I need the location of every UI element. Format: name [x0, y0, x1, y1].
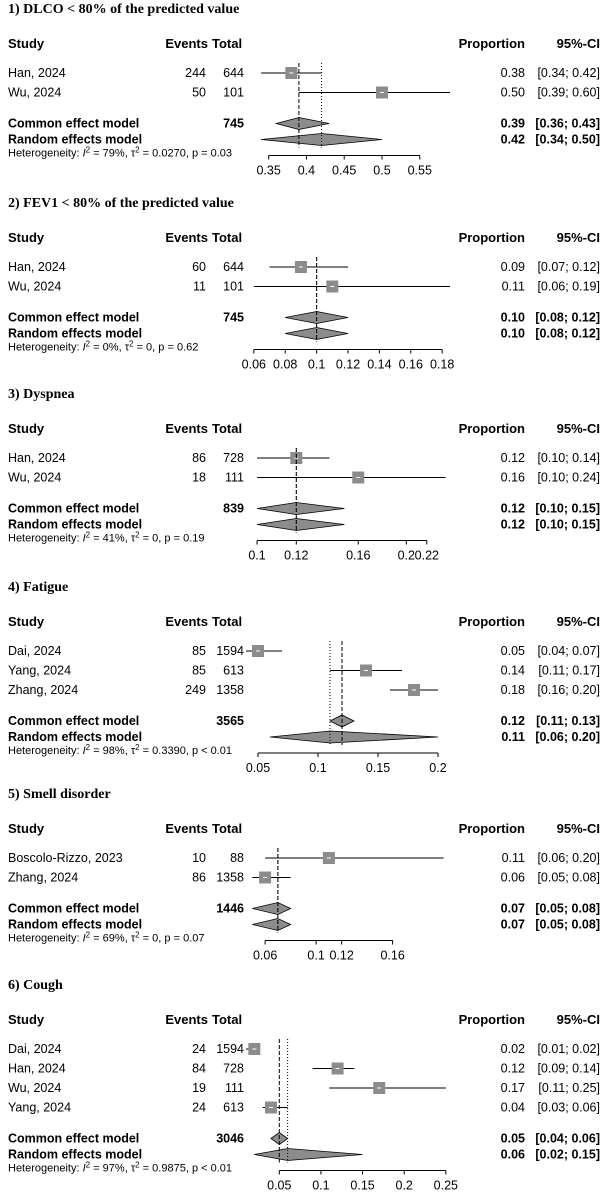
common-model-label: Common effect model — [8, 714, 140, 728]
study-total: 644 — [223, 260, 244, 274]
heterogeneity-prefix: Heterogeneity: — [8, 147, 83, 160]
study-name: Wu, 2024 — [8, 85, 62, 100]
x-tick-label: 0.1 — [307, 948, 325, 963]
study-name: Han, 2024 — [8, 451, 66, 465]
random-model-label: Random effects model — [8, 326, 143, 341]
common-effect-diamond — [257, 503, 344, 515]
study-name: Yang, 2024 — [8, 663, 72, 678]
heterogeneity-text — [8, 339, 198, 354]
study-name: Wu, 2024 — [8, 279, 62, 294]
study-proportion: 0.05 — [500, 644, 525, 658]
header-ci: 95%-CI — [556, 614, 600, 629]
study-proportion: 0.50 — [500, 85, 525, 100]
study-events: 10 — [192, 851, 206, 865]
study-name: Boscolo-Rizzo, 2023 — [8, 851, 123, 865]
common-model-total: 745 — [223, 310, 244, 325]
study-ci: [0.10; 0.24] — [537, 470, 600, 485]
header-proportion: Proportion — [458, 230, 525, 245]
tau-symbol: , τ — [118, 341, 130, 354]
x-tick-label: 0.45 — [332, 163, 357, 178]
header-total: Total — [212, 230, 243, 245]
x-tick-label: 0.18 — [429, 357, 455, 372]
study-name: Zhang, 2024 — [8, 870, 79, 885]
random-model-ci: [0.08; 0.12] — [535, 326, 600, 341]
comma: , — [158, 932, 165, 945]
common-model-ci: [0.04; 0.06] — [535, 1131, 600, 1146]
study-ci: [0.11; 0.25] — [538, 1081, 600, 1095]
study-events: 11 — [193, 279, 206, 294]
common-model-label: Common effect model — [8, 310, 140, 325]
common-model-label: Common effect model — [8, 501, 140, 516]
equals: = — [90, 532, 103, 545]
i2-value: 79% — [102, 147, 125, 160]
header-total: Total — [212, 1012, 243, 1027]
i2-value: 41% — [102, 532, 125, 545]
i2-symbol: I — [82, 932, 86, 945]
study-name: Han, 2024 — [8, 260, 66, 274]
study-events: 60 — [192, 260, 206, 274]
i2-symbol: I — [82, 147, 86, 160]
x-tick-label: 0.06 — [241, 357, 267, 372]
study-proportion: 0.14 — [500, 663, 525, 678]
header-events: Events — [165, 421, 208, 436]
study-proportion: 0.02 — [500, 1042, 525, 1056]
random-model-label: Random effects model — [8, 917, 143, 932]
study-total: 613 — [223, 663, 244, 678]
i2-value: 97% — [102, 1162, 125, 1175]
study-events: 86 — [192, 870, 206, 885]
random-model-label: Random effects model — [8, 730, 143, 744]
study-total: 101 — [223, 85, 244, 100]
study-ci: [0.01; 0.02] — [537, 1042, 600, 1056]
x-tick-label: 0.14 — [367, 357, 392, 372]
header-total: Total — [212, 614, 243, 629]
study-ci: [0.34; 0.42] — [537, 66, 600, 80]
i2-superscript: 2 — [85, 339, 91, 348]
x-tick-label: 0.12 — [284, 548, 309, 563]
heterogeneity-prefix: Heterogeneity: — [8, 532, 83, 545]
equals: = — [139, 1162, 153, 1175]
header-study: Study — [8, 1012, 45, 1027]
study-total: 111 — [224, 470, 244, 485]
study-name: Wu, 2024 — [8, 470, 62, 485]
i2-symbol: I — [82, 341, 86, 354]
study-ci: [0.10; 0.14] — [537, 451, 600, 465]
header-proportion: Proportion — [458, 821, 525, 836]
i2-symbol: I — [82, 745, 86, 757]
heterogeneity-prefix: Heterogeneity: — [8, 341, 83, 354]
i2-superscript: 2 — [85, 930, 91, 939]
panel-title: 2) FEV1 < 80% of the predicted value — [8, 196, 234, 211]
common-effect-diamond — [252, 903, 290, 915]
equals: = — [133, 341, 147, 354]
study-ci: [0.06; 0.19] — [537, 279, 600, 294]
study-total: 1594 — [216, 644, 244, 658]
header-total: Total — [212, 821, 243, 836]
x-tick-label: 0.15 — [350, 1178, 375, 1193]
heterogeneity-text — [8, 743, 232, 758]
x-tick-label: 0.16 — [380, 948, 405, 963]
common-model-proportion: 0.39 — [500, 116, 525, 131]
study-events: 18 — [192, 470, 206, 485]
panel-title: 5) Smell disorder — [8, 787, 111, 802]
study-total: 1358 — [216, 683, 244, 697]
random-model-ci: [0.34; 0.50] — [535, 132, 600, 147]
panel-title: 3) Dyspnea — [8, 387, 75, 402]
x-tick-label: 0.16 — [398, 357, 423, 372]
i2-superscript: 2 — [85, 145, 91, 154]
header-proportion: Proportion — [458, 421, 525, 436]
panel-title: 4) Fatigue — [8, 580, 69, 595]
study-total: 728 — [223, 451, 244, 465]
x-tick-label: 0.15 — [365, 761, 391, 775]
x-tick-label: 0.12 — [335, 357, 361, 372]
x-tick-label: 0.12 — [329, 948, 354, 963]
study-events: 244 — [185, 66, 206, 80]
header-events: Events — [165, 1012, 208, 1027]
study-total: 1358 — [216, 870, 244, 885]
x-tick-label: 0.35 — [256, 163, 281, 178]
header-ci: 95%-CI — [556, 421, 600, 436]
heterogeneity-prefix: Heterogeneity: — [8, 932, 83, 945]
x-tick-label: 0.22 — [414, 548, 439, 563]
x-tick-label: 0.1 — [309, 761, 327, 775]
random-model-ci: [0.05; 0.08] — [535, 917, 600, 932]
study-ci: [0.16; 0.20] — [537, 683, 600, 697]
tau2-value: 0.9875 — [152, 1162, 186, 1175]
study-events: 24 — [192, 1100, 206, 1115]
header-events: Events — [165, 821, 208, 836]
x-tick-label: 0.1 — [248, 548, 266, 563]
i2-superscript: 2 — [85, 1160, 91, 1169]
random-effect-diamond — [257, 519, 344, 531]
p-value: p = 0.62 — [158, 341, 199, 354]
study-total: 728 — [223, 1061, 244, 1076]
common-model-total: 839 — [223, 501, 244, 516]
study-total: 101 — [223, 279, 244, 294]
random-effect-diamond — [270, 731, 438, 743]
equals: = — [90, 1162, 103, 1175]
header-study: Study — [8, 821, 45, 836]
common-model-proportion: 0.12 — [500, 714, 525, 728]
x-tick-label: 0.2 — [429, 761, 447, 775]
header-study: Study — [8, 36, 45, 51]
common-model-proportion: 0.07 — [500, 901, 525, 916]
study-proportion: 0.12 — [500, 451, 525, 465]
study-ci: [0.04; 0.07] — [537, 644, 600, 658]
header-proportion: Proportion — [458, 614, 525, 629]
i2-value: 0% — [102, 341, 119, 354]
tau-symbol: , τ — [124, 147, 136, 160]
equals: = — [139, 147, 153, 160]
tau-symbol: , τ — [124, 745, 136, 757]
study-proportion: 0.12 — [500, 1061, 525, 1076]
common-model-proportion: 0.10 — [500, 310, 525, 325]
tau2-value: 0.3390 — [152, 745, 186, 757]
study-ci: [0.09; 0.14] — [537, 1061, 600, 1076]
study-name: Dai, 2024 — [8, 644, 62, 658]
random-model-proportion: 0.10 — [500, 326, 525, 341]
common-model-proportion: 0.12 — [500, 501, 525, 516]
equals: = — [139, 745, 153, 757]
i2-symbol: I — [82, 532, 86, 545]
common-model-proportion: 0.05 — [500, 1131, 525, 1146]
header-total: Total — [212, 36, 243, 51]
x-tick-label: 0.55 — [407, 163, 432, 178]
study-proportion: 0.04 — [500, 1100, 525, 1115]
header-study: Study — [8, 230, 45, 245]
panel-title: 1) DLCO < 80% of the predicted value — [8, 2, 240, 17]
study-total: 644 — [223, 66, 244, 80]
x-tick-label: 0.08 — [273, 357, 298, 372]
study-proportion: 0.16 — [500, 470, 525, 485]
x-tick-label: 0.16 — [346, 548, 371, 563]
p-value: p = 0.19 — [164, 532, 205, 545]
header-proportion: Proportion — [458, 1012, 525, 1027]
study-events: 249 — [185, 683, 206, 697]
equals: = — [139, 532, 153, 545]
tau2-superscript: 2 — [135, 930, 140, 939]
header-ci: 95%-CI — [556, 1012, 600, 1027]
x-tick-label: 0.5 — [373, 163, 391, 178]
equals: = — [90, 147, 103, 160]
common-model-ci: [0.36; 0.43] — [535, 116, 600, 131]
tau2-value: 0 — [152, 532, 159, 545]
i2-value: 69% — [102, 932, 125, 945]
tau2-superscript: 2 — [135, 145, 140, 154]
x-tick-label: 0.4 — [297, 163, 316, 178]
tau-symbol: , τ — [124, 532, 136, 545]
random-model-label: Random effects model — [8, 517, 143, 532]
tau2-superscript: 2 — [135, 742, 140, 752]
header-study: Study — [8, 614, 45, 629]
study-name: Wu, 2024 — [8, 1081, 62, 1095]
equals: = — [90, 745, 103, 757]
header-total: Total — [212, 421, 243, 436]
random-model-proportion: 0.11 — [501, 730, 525, 744]
header-ci: 95%-CI — [556, 230, 600, 245]
random-model-proportion: 0.07 — [500, 917, 525, 932]
header-events: Events — [165, 614, 208, 629]
p-value: p < 0.01 — [191, 1162, 233, 1175]
x-tick-label: 0.25 — [433, 1178, 459, 1193]
comma: , — [158, 532, 165, 545]
study-events: 50 — [192, 85, 206, 100]
common-model-total: 745 — [223, 116, 244, 131]
tau2-superscript: 2 — [135, 1160, 140, 1169]
header-ci: 95%-CI — [556, 821, 600, 836]
study-proportion: 0.17 — [500, 1081, 525, 1095]
study-proportion: 0.11 — [501, 851, 525, 865]
study-name: Dai, 2024 — [8, 1042, 62, 1056]
study-proportion: 0.06 — [500, 870, 525, 885]
common-model-label: Common effect model — [8, 901, 140, 916]
comma: , — [185, 745, 192, 757]
heterogeneity-prefix: Heterogeneity: — [8, 745, 83, 757]
study-total: 111 — [224, 1081, 244, 1095]
tau2-value: 0 — [152, 932, 159, 945]
study-events: 84 — [192, 1061, 206, 1076]
study-events: 86 — [192, 451, 206, 465]
comma: , — [185, 1162, 192, 1175]
common-model-total: 1446 — [216, 901, 244, 916]
p-value: p = 0.07 — [164, 932, 205, 945]
random-effect-diamond — [254, 1149, 362, 1161]
study-proportion: 0.09 — [500, 260, 525, 274]
study-proportion: 0.38 — [500, 66, 525, 80]
tau2-value: 0 — [146, 341, 153, 354]
study-events: 19 — [192, 1081, 206, 1095]
study-events: 24 — [192, 1042, 206, 1056]
i2-value: 98% — [102, 745, 125, 757]
random-model-ci: [0.10; 0.15] — [535, 517, 600, 532]
panel-title: 6) Cough — [8, 978, 63, 993]
x-tick-label: 0.1 — [312, 1178, 330, 1193]
tau-symbol: , τ — [124, 932, 136, 945]
study-ci: [0.05; 0.08] — [537, 870, 600, 885]
study-name: Han, 2024 — [8, 66, 66, 80]
equals: = — [90, 932, 103, 945]
study-ci: [0.11; 0.17] — [538, 663, 600, 678]
study-total: 613 — [223, 1100, 244, 1115]
header-events: Events — [165, 230, 208, 245]
tau2-value: 0.0270 — [152, 147, 186, 160]
i2-superscript: 2 — [85, 742, 91, 752]
random-model-label: Random effects model — [8, 132, 143, 147]
study-ci: [0.03; 0.06] — [537, 1100, 600, 1115]
tau2-superscript: 2 — [135, 530, 140, 539]
common-model-total: 3046 — [216, 1131, 244, 1146]
study-ci: [0.06; 0.20] — [537, 851, 600, 865]
x-tick-label: 0.2 — [395, 1178, 413, 1193]
i2-superscript: 2 — [85, 530, 91, 539]
common-model-label: Common effect model — [8, 1131, 140, 1146]
heterogeneity-text — [8, 1160, 232, 1175]
study-events: 85 — [192, 644, 206, 658]
study-total: 88 — [230, 851, 244, 865]
random-effect-diamond — [252, 919, 290, 931]
tau2-superscript: 2 — [129, 339, 134, 348]
common-model-ci: [0.05; 0.08] — [535, 901, 600, 916]
heterogeneity-text — [8, 145, 232, 160]
random-model-label: Random effects model — [8, 1147, 143, 1162]
common-model-ci: [0.11; 0.13] — [536, 714, 600, 728]
study-name: Han, 2024 — [8, 1061, 66, 1076]
study-proportion: 0.11 — [501, 279, 525, 294]
random-model-proportion: 0.06 — [500, 1147, 525, 1162]
common-model-label: Common effect model — [8, 116, 140, 131]
x-tick-label: 0.1 — [307, 357, 326, 372]
comma: , — [185, 147, 192, 160]
heterogeneity-prefix: Heterogeneity: — [8, 1162, 83, 1175]
random-model-ci: [0.06; 0.20] — [535, 730, 600, 744]
study-name: Zhang, 2024 — [8, 683, 79, 697]
p-value: p < 0.01 — [191, 745, 233, 757]
study-name: Yang, 2024 — [8, 1100, 72, 1115]
equals: = — [139, 932, 153, 945]
x-tick-label: 0.05 — [245, 761, 271, 775]
x-tick-label: 0.05 — [267, 1178, 292, 1193]
study-ci: [0.07; 0.12] — [537, 260, 600, 274]
study-ci: [0.39; 0.60] — [537, 85, 600, 100]
header-ci: 95%-CI — [556, 36, 600, 51]
x-tick-label: 0.2 — [397, 548, 415, 563]
random-model-proportion: 0.12 — [500, 517, 525, 532]
study-events: 85 — [192, 663, 206, 678]
x-tick-label: 0.06 — [252, 948, 278, 963]
heterogeneity-text — [8, 930, 205, 945]
random-model-proportion: 0.42 — [500, 132, 525, 147]
p-value: p = 0.03 — [191, 147, 233, 160]
random-model-ci: [0.02; 0.15] — [535, 1147, 600, 1162]
i2-symbol: I — [82, 1162, 86, 1175]
study-total: 1594 — [216, 1042, 244, 1056]
study-proportion: 0.18 — [500, 683, 525, 697]
equals: = — [90, 341, 103, 354]
common-model-total: 3565 — [216, 714, 244, 728]
header-study: Study — [8, 421, 45, 436]
tau-symbol: , τ — [124, 1162, 136, 1175]
heterogeneity-text — [8, 530, 205, 545]
common-model-ci: [0.10; 0.15] — [535, 501, 600, 516]
common-model-ci: [0.08; 0.12] — [535, 310, 600, 325]
comma: , — [152, 341, 159, 354]
header-proportion: Proportion — [458, 36, 525, 51]
header-events: Events — [165, 36, 208, 51]
